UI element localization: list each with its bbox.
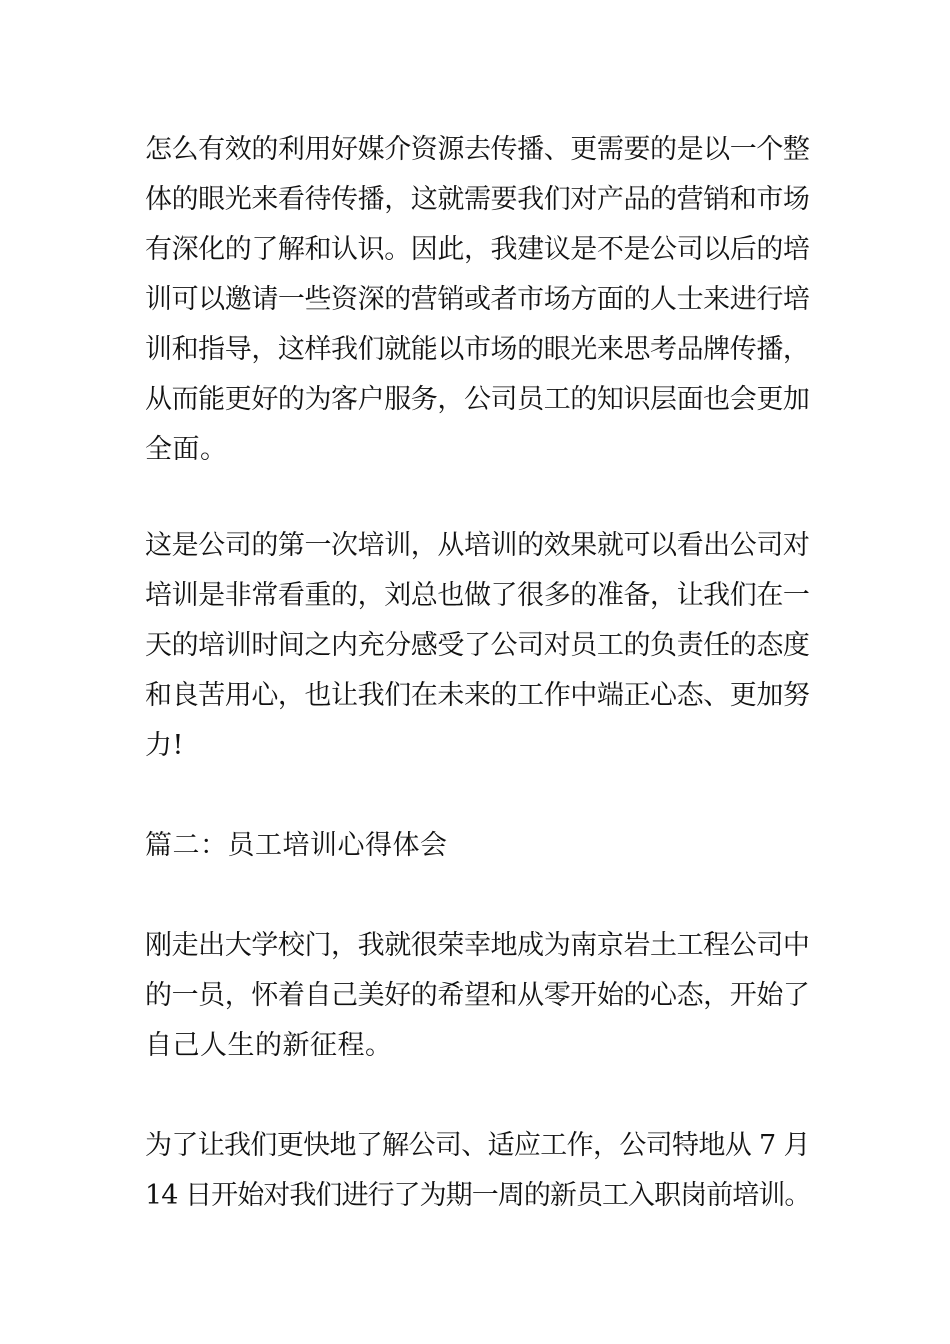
text-line: 为了让我们更快地了解公司、适应工作，公司特地从 7 月 (145, 1130, 810, 1161)
paragraph-first-training (145, 521, 810, 771)
section-heading (145, 821, 810, 871)
text-line: 训可以邀请一些资深的营销或者市场方面的人士来进行培 (145, 284, 810, 315)
text-line: 14 日开始对我们进行了为期一周的新员工入职岗前培训。 (145, 1180, 811, 1211)
text-line: 从而能更好的为客户服务，公司员工的知识层面也会更加 (145, 384, 810, 415)
paragraph-new-journey (145, 921, 810, 1071)
paragraph-orientation (145, 1121, 810, 1221)
text-line: 和良苦用心，也让我们在未来的工作中端正心态、更加努 (145, 680, 810, 711)
text-line: 体的眼光来看待传播，这就需要我们对产品的营销和市场 (145, 184, 810, 215)
text-line: 自己人生的新征程。 (145, 1030, 393, 1061)
text-line: 怎么有效的利用好媒介资源去传播、更需要的是以一个整 (145, 134, 810, 165)
text-line: 有深化的了解和认识。因此，我建议是不是公司以后的培 (145, 234, 810, 265)
text-line: 培训是非常看重的，刘总也做了很多的准备，让我们在一 (145, 580, 810, 611)
heading-text: 篇二：员工培训心得体会 (145, 830, 448, 861)
text-line: 的一员，怀着自己美好的希望和从零开始的心态，开始了 (145, 980, 810, 1011)
text-line: 力! (145, 730, 184, 761)
text-line: 刚走出大学校门，我就很荣幸地成为南京岩土工程公司中 (145, 930, 810, 961)
text-line: 训和指导，这样我们就能以市场的眼光来思考品牌传播， (145, 334, 810, 365)
text-line: 全面。 (145, 434, 228, 465)
paragraph-media-training (145, 125, 810, 475)
text-line: 天的培训时间之内充分感受了公司对员工的负责任的态度 (145, 630, 810, 661)
text-line: 这是公司的第一次培训，从培训的效果就可以看出公司对 (145, 530, 810, 561)
